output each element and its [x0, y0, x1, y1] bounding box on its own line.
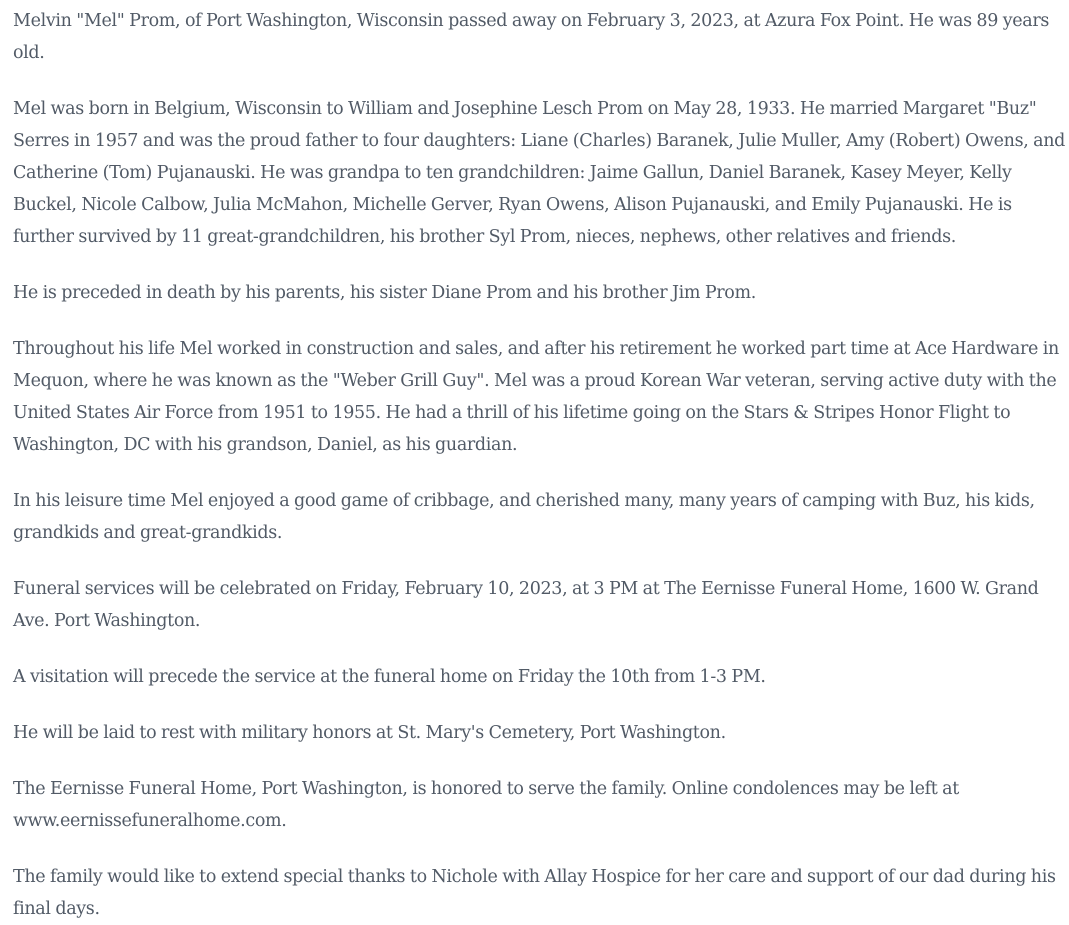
- paragraph-leisure: In his leisure time Mel enjoyed a good game of cribbage, and cherished many, many years of camping with Buz, his kids, grandkids and great-grandkids.: [13, 491, 1035, 543]
- paragraph-condolences: The Eernisse Funeral Home, Port Washington, is honored to serve the family. Online condolences may be left at www.eernissefuneralhome.com.: [13, 779, 959, 831]
- paragraph-visitation: A visitation will precede the service at the funeral home on Friday the 10th from 1-3 PM.: [13, 667, 766, 687]
- paragraph-career-service: Throughout his life Mel worked in construction and sales, and after his retirement he worked part time at Ace Hardware in Mequon, where he was known as the "Weber Grill Guy". Mel was a proud Korean War veteran, serving active duty with the United States Air Force from 1951 to 1955. He had a thrill of his lifetime going on the Stars & Stripes Honor Flight to Washington, DC with his grandson, Daniel, as his guardian.: [13, 339, 1059, 455]
- obituary-article: [13, 5, 1065, 925]
- paragraph-death-notice: Melvin "Mel" Prom, of Port Washington, Wisconsin passed away on February 3, 2023, at Azura Fox Point. He was 89 years old.: [13, 11, 1049, 63]
- paragraph-family: Mel was born in Belgium, Wisconsin to William and Josephine Lesch Prom on May 28, 1933. He married Margaret "Buz" Serres in 1957 and was the proud father to four daughters: Liane (Charles) Baranek, Julie Muller, Amy (Robert) Owens, and Catherine (Tom) Pujanauski. He was grandpa to ten grandchildren: Jaime Gallun, Daniel Baranek, Kasey Meyer, Kelly Buckel, Nicole Calbow, Julia McMahon, Michelle Gerver, Ryan Owens, Alison Pujanauski, and Emily Pujanauski. He is further survived by 11 great-grandchildren, his brother Syl Prom, nieces, nephews, other relatives and friends.: [13, 99, 1066, 247]
- paragraph-preceded-in-death: He is preceded in death by his parents, his sister Diane Prom and his brother Jim Prom.: [13, 283, 756, 303]
- paragraph-thanks: The family would like to extend special thanks to Nichole with Allay Hospice for her care and support of our dad during his final days.: [13, 867, 1056, 919]
- paragraph-burial: He will be laid to rest with military honors at St. Mary's Cemetery, Port Washington.: [13, 723, 726, 743]
- paragraph-funeral-services: Funeral services will be celebrated on Friday, February 10, 2023, at 3 PM at The Eernisse Funeral Home, 1600 W. Grand Ave. Port Washington.: [13, 579, 1039, 631]
